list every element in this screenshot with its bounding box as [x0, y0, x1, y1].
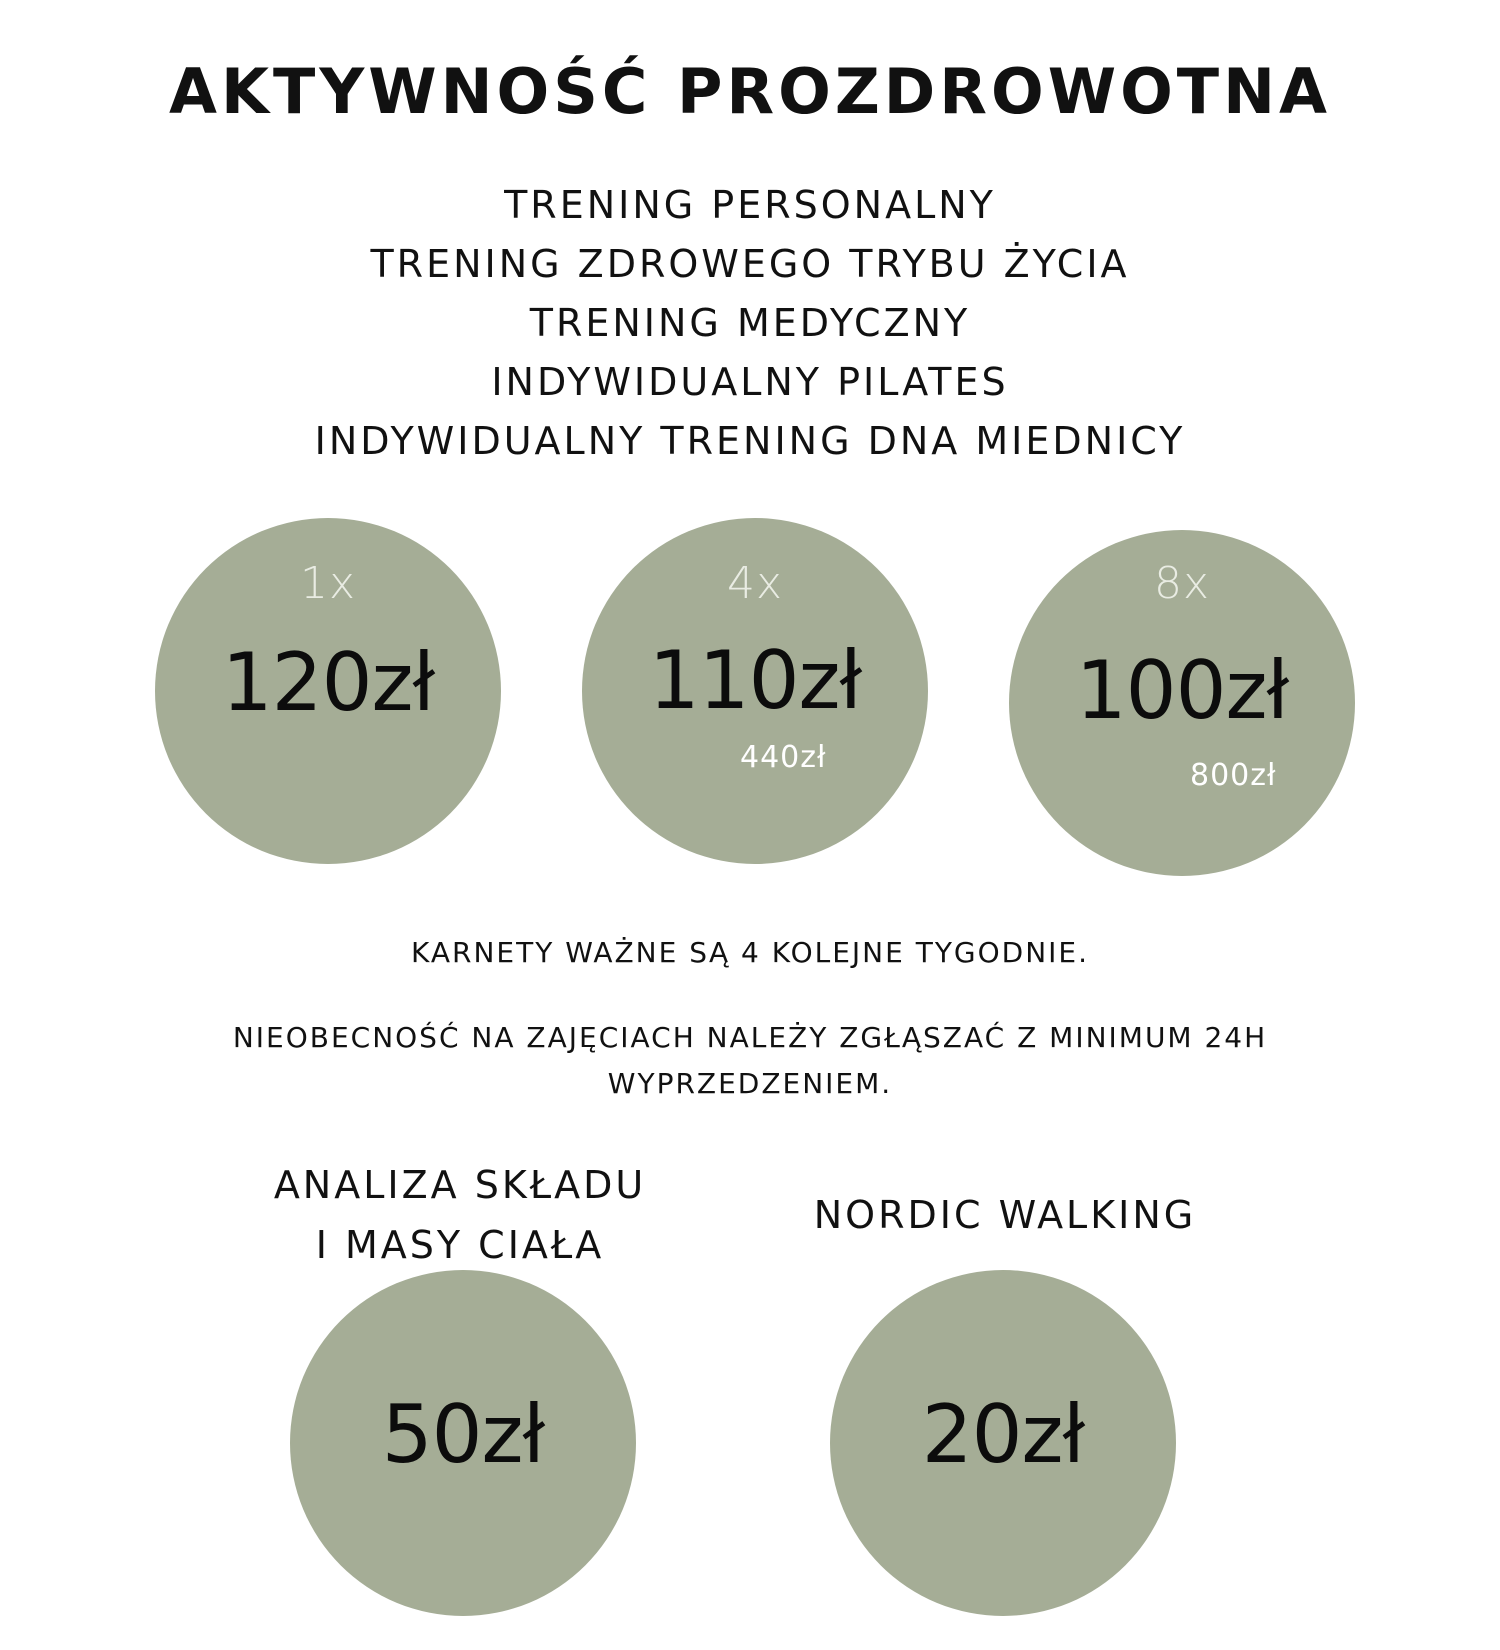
package-circle-4x — [582, 518, 928, 864]
package-circle-8x — [1009, 530, 1355, 876]
extra-label-line: I MASY CIAŁA — [315, 1223, 605, 1267]
package-count: 1x — [299, 558, 357, 609]
services-list — [0, 176, 1500, 471]
package-total: 440zł — [740, 740, 827, 775]
service-item: INDYWIDUALNY TRENING DNA MIEDNICY — [314, 419, 1186, 463]
extra-label-line: NORDIC WALKING — [813, 1193, 1197, 1237]
extra-label-analysis — [240, 1155, 680, 1275]
extra-circle-analysis — [290, 1270, 636, 1616]
extra-label-line: ANALIZA SKŁADU — [273, 1163, 647, 1207]
validity-note: KARNETY WAŻNE SĄ 4 KOLEJNE TYGODNIE. — [410, 936, 1090, 969]
extra-label-nordic — [780, 1185, 1230, 1245]
package-price: 120zł — [221, 636, 435, 729]
extra-circle-nordic — [830, 1270, 1176, 1616]
absence-note: NIEOBECNOŚĆ NA ZAJĘCIACH NALEŻY ZGŁĄSZAĆ Z MINIMUM 24H WYPRZEDZENIEM. — [232, 1021, 1268, 1100]
service-item: TRENING ZDROWEGO TRYBU ŻYCIA — [370, 242, 1130, 286]
service-item: INDYWIDUALNY PILATES — [491, 360, 1009, 404]
package-price: 110zł — [648, 634, 862, 727]
package-circle-1x — [155, 518, 501, 864]
page-title: AKTYWNOŚĆ PROZDROWOTNA — [169, 55, 1331, 128]
package-count: 8x — [1153, 558, 1211, 609]
package-price: 100zł — [1075, 644, 1289, 737]
service-item: TRENING MEDYCZNY — [529, 301, 971, 345]
package-count: 4x — [726, 558, 784, 609]
extra-price: 50zł — [381, 1388, 545, 1481]
service-item: TRENING PERSONALNY — [504, 183, 996, 227]
extra-price: 20zł — [921, 1388, 1085, 1481]
package-total: 800zł — [1190, 758, 1277, 793]
